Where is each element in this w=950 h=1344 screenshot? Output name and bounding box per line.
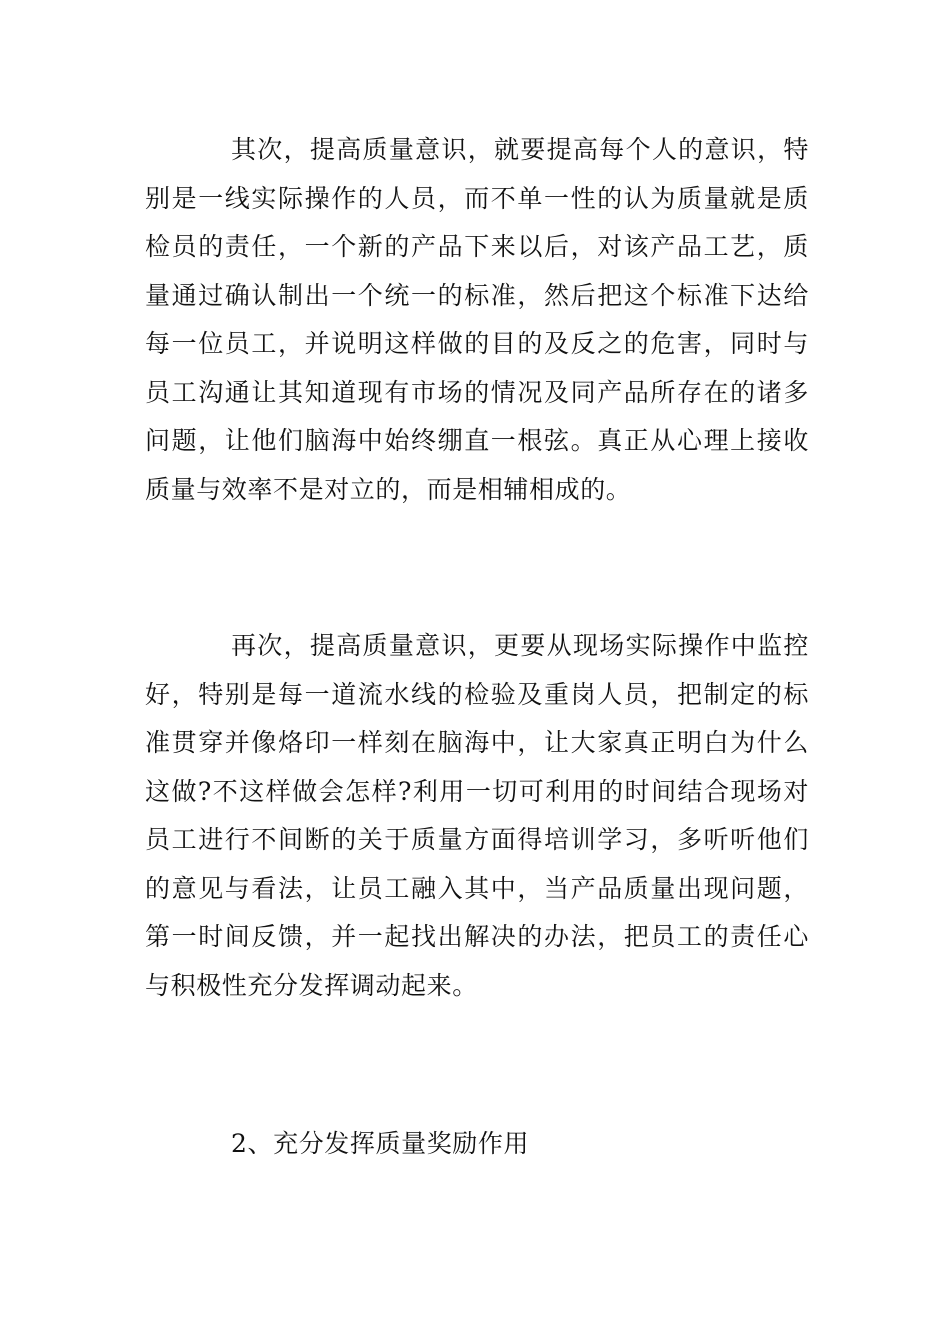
paragraph-quality-awareness-third: 再次，提高质量意识，更要从现场实际操作中监控好，特别是每一道流水线的检验及重岗人员，把制定的标准贯穿并像烙印一样刻在脑海中，让大家真正明白为什么这做?不这样做会怎样?利用一切可利用的时间结合现场对员工进行不间断的关于质量方面得培训学习，多听听他们的意见与看法，让员工融入其中，当产品质量出现问题，第一时间反馈，并一起找出解决的办法，把员工的责任心与积极性充分发挥调动起来。 (145, 631, 809, 1000)
section-heading: 2、充分发挥质量奖励作用 (231, 1129, 530, 1158)
paragraph-quality-awareness-second: 其次，提高质量意识，就要提高每个人的意识，特别是一线实际操作的人员，而不单一性的认为质量就是质检员的责任，一个新的产品下来以后，对该产品工艺，质量通过确认制出一个统一的标准，然后把这个标准下达给每一位员工，并说明这样做的目的及反之的危害，同时与员工沟通让其知道现有市场的情况及同产品所存在的诸多问题，让他们脑海中始终绷直一根弦。真正从心理上接收质量与效率不是对立的，而是相辅相成的。 (145, 135, 809, 504)
